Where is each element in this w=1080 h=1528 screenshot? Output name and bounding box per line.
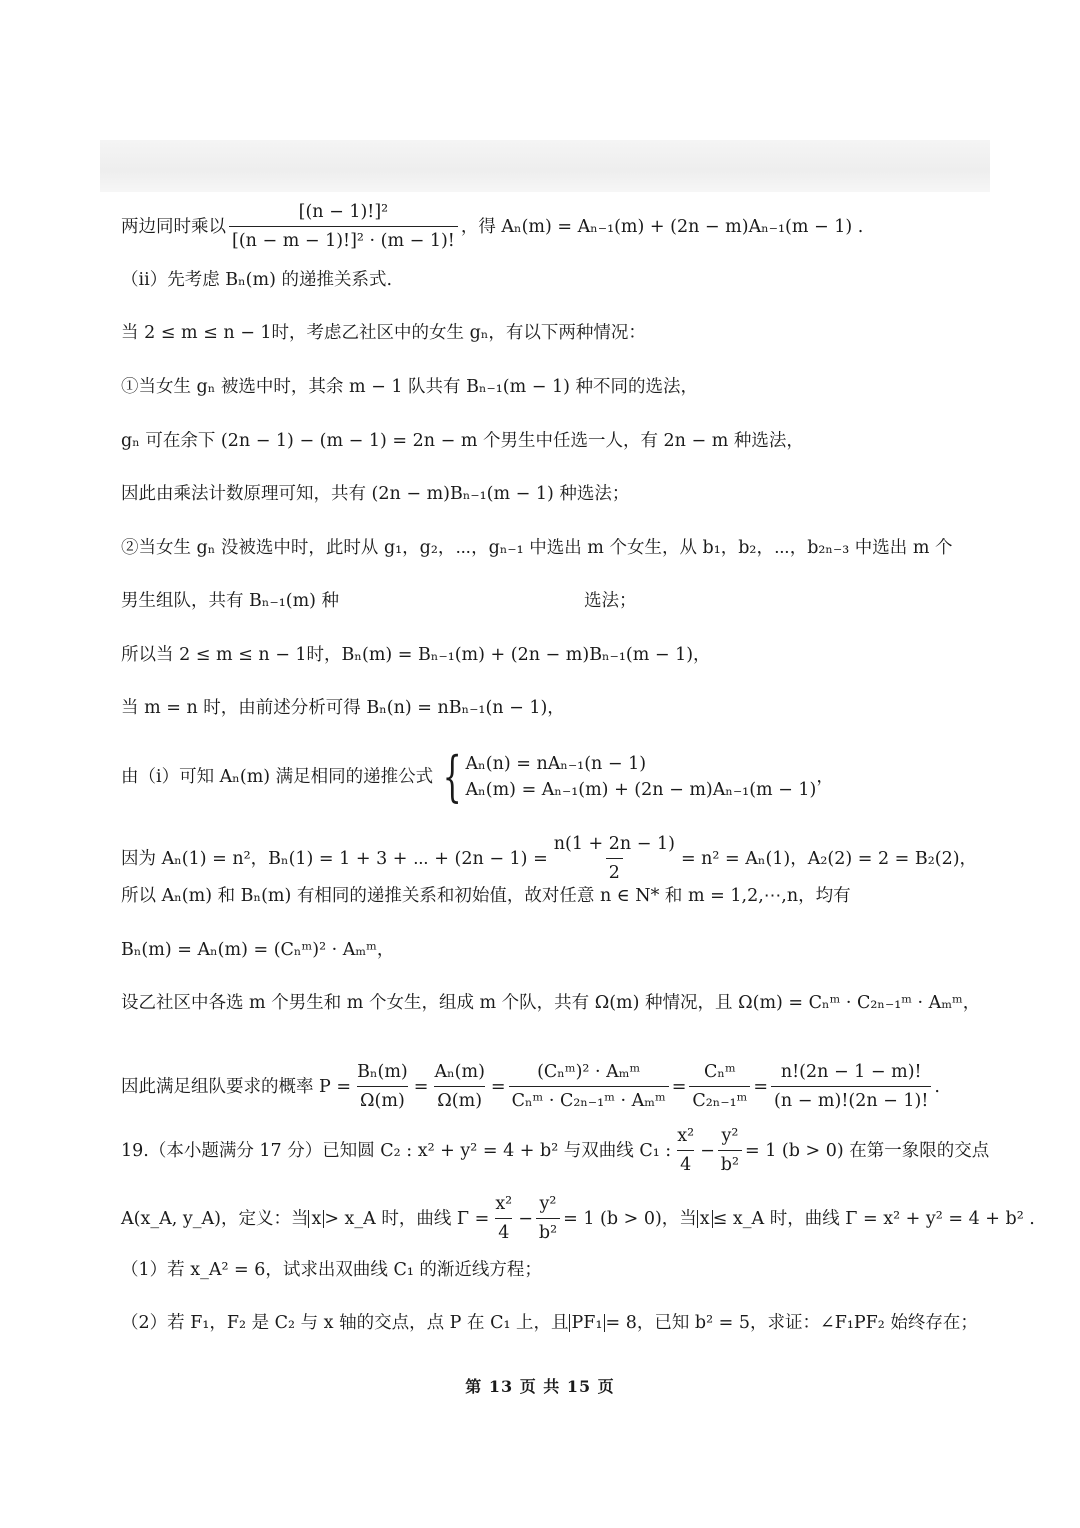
text: = 1 (b > 0) 在第一象限的交点	[745, 1140, 990, 1161]
text: 选法；	[584, 591, 637, 611]
text-line-6: 因此由乘法计数原理可知，共有 (2n − m)Bₙ₋₁(m − 1) 种选法；	[121, 484, 630, 504]
text: 因此满足组队要求的概率 P =	[121, 1076, 352, 1097]
fraction-numerator: n!(2n − 1 − m)!	[780, 1062, 922, 1082]
text: = n² = Aₙ(1)，A₂(2) = 2 = B₂(2)，	[680, 848, 978, 869]
definition-line: A(x_A, y_A)，定义：当 x > x_A 时，曲线 Γ = $\frac{\text{x²}}{4}$ − $\frac{\text{y²}}{\text{b²}}$ = 1 (b > 0)，当 x ≤ x_A 时，曲线 Γ = x² + y² = 4 + b² .	[121, 1194, 1035, 1243]
fraction-denominator: Ω(m)	[357, 1086, 408, 1113]
sub-question-1: （1）若 x_A² = 6，试求出双曲线 C₁ 的渐近线方程；	[121, 1260, 542, 1280]
fraction	[689, 1060, 750, 1113]
fraction	[354, 1060, 411, 1113]
system-row: Aₙ(m) = Aₙ₋₁(m) + (2n − m)Aₙ₋₁(m − 1)	[465, 780, 817, 800]
fraction-denominator: 2	[606, 858, 623, 885]
text: 男生组队，共有 Bₙ₋₁(m) 种	[121, 591, 340, 611]
fraction-numerator: (Cₙᵐ)² · Aₘᵐ	[537, 1062, 641, 1082]
text-line-13: 所以 Aₙ(m) 和 Bₙ(m) 有相同的递推关系和初始值，故对任意 n ∈ N* 和 m = 1,2,⋯,n，均有	[121, 886, 851, 906]
fraction	[229, 200, 458, 253]
fraction-denominator: Cₙᵐ · C₂ₙ₋₁ᵐ · Aₘᵐ	[509, 1086, 669, 1113]
text-line-15: 设乙社区中各选 m 个男生和 m 个女生，组成 m 个队，共有 Ω(m) 种情况，且 Ω(m) = Cₙᵐ · C₂ₙ₋₁ᵐ · Aₘᵐ，	[121, 993, 981, 1013]
fraction	[509, 1060, 669, 1113]
text: A(x_A, y_A)，定义：当	[121, 1208, 309, 1229]
sub-question-2	[121, 1311, 978, 1335]
text-line-2: （ii）先考虑 Bₙ(m) 的递推关系式.	[121, 270, 393, 290]
fraction-denominator: [(n − m − 1)!]² · (m − 1)!	[229, 226, 458, 253]
fraction-numerator: y²	[721, 1126, 739, 1146]
fraction-numerator: x²	[495, 1194, 513, 1214]
fraction	[551, 832, 678, 885]
probability-line: 因此满足组队要求的概率 P = $\frac{\text{Bₙ(m)}}{\Omega(m)}$ = $\frac{\text{Aₙ(m)}}{\Omega(m)}$ = $\frac{\text{(Cₙᵐ)² · Aₘᵐ}}{\text{Cₙᵐ · C₂ₙ₋₁ᵐ · Aₘᵐ}}$ = $\frac{\text{Cₙᵐ}}{\text{C₂ₙ₋₁ᵐ}}$ = $\frac{n!(2n - 1 - m)!}{(n - m)!(2n - 1)!}$ .	[121, 1062, 940, 1111]
text: = 1 (b > 0)，当	[563, 1208, 697, 1229]
fraction-numerator: y²	[539, 1194, 557, 1214]
text-line-5: gₙ 可在余下 (2n − 1) − (m − 1) = 2n − m 个男生中任选一人，有 2n − m 种选法，	[121, 431, 804, 451]
fraction-denominator: b²	[718, 1150, 742, 1177]
fraction-numerator: [(n − 1)!]²	[298, 202, 389, 222]
fraction-denominator: Ω(m)	[434, 1086, 485, 1113]
fraction	[536, 1192, 560, 1245]
fraction-numerator: Cₙᵐ	[704, 1062, 736, 1082]
text-line-14: Bₙ(m) = Aₙ(m) = (Cₙᵐ)² · Aₘᵐ，	[121, 940, 395, 960]
fraction	[431, 1060, 487, 1113]
text-line-10: 当 m = n 时，由前述分析可得 Bₙ(n) = nBₙ₋₁(n − 1)，	[121, 698, 565, 718]
equation-line-1	[121, 200, 971, 253]
fraction	[674, 1124, 697, 1177]
text: 19.（本小题满分 17 分）已知圆 C₂ : x² + y² = 4 + b² 与双曲线 C₁ :	[121, 1140, 672, 1161]
fraction-numerator: Aₙ(m)	[434, 1062, 485, 1082]
text: .	[934, 1076, 940, 1097]
text: 因为 Aₙ(1) = n²，Bₙ(1) = 1 + 3 + ⋯ + (2n − 1) =	[121, 848, 548, 869]
absolute-value: x	[308, 1210, 324, 1228]
fraction-numerator: x²	[677, 1126, 695, 1146]
question-19-line: 19.（本小题满分 17 分）已知圆 C₂ : x² + y² = 4 + b² 与双曲线 C₁ : $\frac{\text{x²}}{4}$ − $\frac{\text{y²}}{\text{b²}}$ = 1 (b > 0) 在第一象限的交点	[121, 1126, 990, 1175]
text: ≤ x_A 时，曲线 Γ = x² + y² = 4 + b² .	[712, 1208, 1035, 1229]
text-line-8	[121, 589, 971, 613]
fraction-denominator: 4	[677, 1150, 694, 1177]
fraction-denominator: (n − m)!(2n − 1)!	[771, 1086, 931, 1113]
fraction	[718, 1124, 742, 1177]
text-line-4: ①当女生 gₙ 被选中时，其余 m − 1 队共有 Bₙ₋₁(m − 1) 种不同的选法，	[121, 377, 699, 397]
text: 由（i）可知 Aₙ(m) 满足相同的递推公式	[121, 767, 434, 787]
text: 两边同时乘以	[121, 216, 226, 237]
text: > x_A 时，曲线 Γ =	[324, 1208, 490, 1229]
text: = 8，已知 b² = 5，求证：∠F₁PF₂ 始终存在；	[605, 1313, 978, 1333]
initial-value-line	[121, 832, 978, 885]
fraction	[771, 1060, 931, 1113]
text: ，	[816, 767, 834, 787]
absolute-value: PF₁	[569, 1314, 606, 1332]
absolute-value: x	[697, 1210, 713, 1228]
fraction-numerator: Bₙ(m)	[357, 1062, 408, 1082]
fraction-denominator: b²	[536, 1218, 560, 1245]
equation-system	[435, 745, 817, 808]
fraction-denominator: 4	[495, 1218, 512, 1245]
fraction	[492, 1192, 515, 1245]
page-footer: 第 13 页 共 15 页	[465, 1377, 615, 1396]
text-line-7: ②当女生 gₙ 没被选中时，此时从 g₁，g₂，⋯，gₙ₋₁ 中选出 m 个女生，从 b₁，b₂，⋯，b₂ₙ₋₃ 中选出 m 个	[121, 538, 953, 558]
left-brace: {	[442, 745, 462, 808]
fraction-denominator: C₂ₙ₋₁ᵐ	[689, 1086, 750, 1113]
system-row: Aₙ(n) = nAₙ₋₁(n − 1)	[465, 754, 647, 774]
fraction-numerator: n(1 + 2n − 1)	[553, 834, 675, 854]
text: （2）若 F₁，F₂ 是 C₂ 与 x 轴的交点，点 P 在 C₁ 上，且	[121, 1313, 569, 1333]
text: ，得 Aₙ(m) = Aₙ₋₁(m) + (2n − m)Aₙ₋₁(m − 1) .	[460, 216, 864, 237]
recurrence-system-line	[121, 745, 971, 808]
text-line-9: 所以当 2 ≤ m ≤ n − 1时，Bₙ(m) = Bₙ₋₁(m) + (2n − m)Bₙ₋₁(m − 1)，	[121, 645, 711, 665]
text-line-3: 当 2 ≤ m ≤ n − 1时，考虑乙社区中的女生 gₙ，有以下两种情况：	[121, 323, 646, 343]
